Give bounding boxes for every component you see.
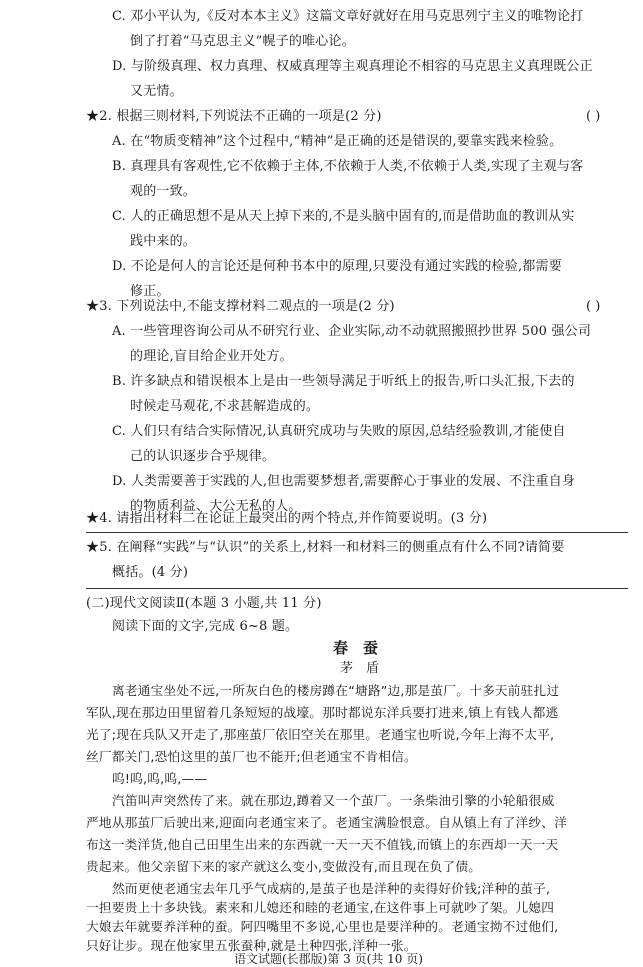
q3-option-a-line2: 的理论,盲目给企业开处方。	[130, 349, 293, 364]
story-line-7: 严地从那茧厂后驶出来,迎面向老通宝来了。老通宝满脸恨意。自从镇上有了洋纱、洋	[86, 815, 568, 830]
story-line-10: 然而更使老通宝去年几乎气成病的,是茧子也是洋种的卖得好价钱;洋种的茧子,	[112, 881, 551, 896]
answer-blank-q2: ( )	[586, 109, 601, 124]
story-line-11: 一担要贵上十多块钱。素来和儿媳还和睦的老通宝,在这件事上可就吵了架。儿媳四	[86, 900, 555, 915]
option-d-q1-line1: D. 与阶级真理、权力真理、权威真理等主观真理论不相容的马克思主义真理既公正	[112, 59, 593, 74]
story-line-12: 大娘去年就要养洋种的蚕。阿四嘴里不多说,心里也是要洋种的。老通宝拗不过他们,	[86, 919, 559, 934]
q3-option-d-line1: D. 人类需要善于实践的人,但也需要梦想者,需要醉心于事业的发展、不注重自身	[112, 474, 576, 489]
question-4-stem: ★4. 请指出材料二在论证上最突出的两个特点,并作简要说明。(3 分)	[86, 511, 488, 526]
question-5-stem-line2: 概括。(4 分)	[112, 565, 189, 580]
option-d-q1-line2: 又无情。	[130, 84, 183, 99]
q3-option-c-line2: 己的认识逐步合乎规律。	[130, 449, 276, 464]
q2-option-d-line1: D. 不论是何人的言论还是何种书本中的原理,只要没有通过实践的检验,都需要	[112, 259, 562, 274]
q3-option-b-line2: 时候走马观花,不求甚解造成的。	[130, 399, 320, 414]
story-line-2: 军队,现在那边田里留着几条短短的战壕。那时都说东洋兵要打进来,镇上有钱人都逃	[86, 705, 559, 720]
option-c-q1-line1: C. 邓小平认为,《反对本本主义》这篇文章好就好在用马克思列宁主义的唯物论打	[112, 9, 584, 24]
section-instruction: 阅读下面的文字,完成 6~8 题。	[112, 619, 299, 634]
answer-line-q5	[86, 588, 628, 589]
section-header: (二)现代文阅读Ⅱ(本题 3 小题,共 11 分)	[86, 596, 322, 611]
story-line-5: 呜!呜,呜,呜,——	[112, 771, 208, 786]
story-line-1: 离老通宝坐处不远,一所灰白色的楼房蹲在“塘路”边,那是茧厂。十多天前驻扎过	[112, 683, 560, 698]
q2-option-c-line1: C. 人的正确思想不是从天上掉下来的,不是头脑中固有的,而是借助血的教训从实	[112, 209, 575, 224]
q2-option-b-line2: 观的一致。	[130, 184, 197, 199]
story-line-8: 布这一类洋货,他自己田里生出来的东西就一天一天不值钱,而镇上的东西却一天一天	[86, 837, 559, 852]
q2-option-d-line2: 修正。	[130, 284, 170, 299]
question-3-stem: ★3. 下列说法中,不能支撑材料二观点的一项是(2 分)	[86, 299, 395, 314]
q2-option-a: A. 在“物质变精神”这个过程中,“精神”是正确的还是错误的,要靠实践来检验。	[112, 134, 563, 149]
q3-option-a-line1: A. 一些管理咨询公司从不研究行业、企业实际,动不动就照搬照抄世界 500 强公司	[112, 324, 592, 339]
story-line-3: 光了;现在兵队又开走了,那座茧厂依旧空关在那里。老通宝也听说,今年上海不太平,	[86, 727, 555, 742]
answer-blank-q3: ( )	[586, 299, 601, 314]
q2-option-c-line2: 践中来的。	[130, 234, 197, 249]
question-2-stem: ★2. 根据三则材料,下列说法不正确的一项是(2 分)	[86, 109, 382, 124]
q3-option-d-line2: 的物质利益、大公无私的人。	[130, 499, 302, 514]
story-line-13: 只好让步。现在他家里五张蚕种,就是土种四张,洋种一张。	[86, 938, 417, 953]
story-line-6: 汽笛叫声突然传了来。就在那边,蹲着又一个茧厂。一条柴油引擎的小轮船很威	[112, 793, 555, 808]
page-footer: 语文试题(长郡版)第 3 页(共 10 页)	[234, 952, 423, 966]
question-5-stem-line1: ★5. 在阐释“实践”与“认识”的关系上,材料一和材料三的侧重点有什么不同?请简要	[86, 540, 565, 555]
story-title: 春 蚕	[333, 639, 379, 657]
q3-option-c-line1: C. 人们只有结合实际情况,认真研究成功与失败的原因,总结经验教训,才能使自	[112, 424, 566, 439]
option-c-q1-line2: 倒了打着“马克思主义”幌子的唯心论。	[130, 34, 355, 49]
story-line-4: 丝厂都关门,恐怕这里的茧厂也不能开;但老通宝不肯相信。	[86, 749, 417, 764]
story-author: 茅 盾	[340, 661, 380, 676]
answer-line-q4	[86, 532, 628, 533]
story-line-9: 贵起来。他父亲留下来的家产就这么变小,变做没有,而且现在负了债。	[86, 859, 482, 874]
q3-option-b-line1: B. 许多缺点和错误根本上是由一些领导满足于听纸上的报告,听口头汇报,下去的	[112, 374, 575, 389]
q2-option-b-line1: B. 真理具有客观性,它不依赖于主体,不依赖于人类,不依赖于人类,实现了主观与客	[112, 159, 584, 174]
